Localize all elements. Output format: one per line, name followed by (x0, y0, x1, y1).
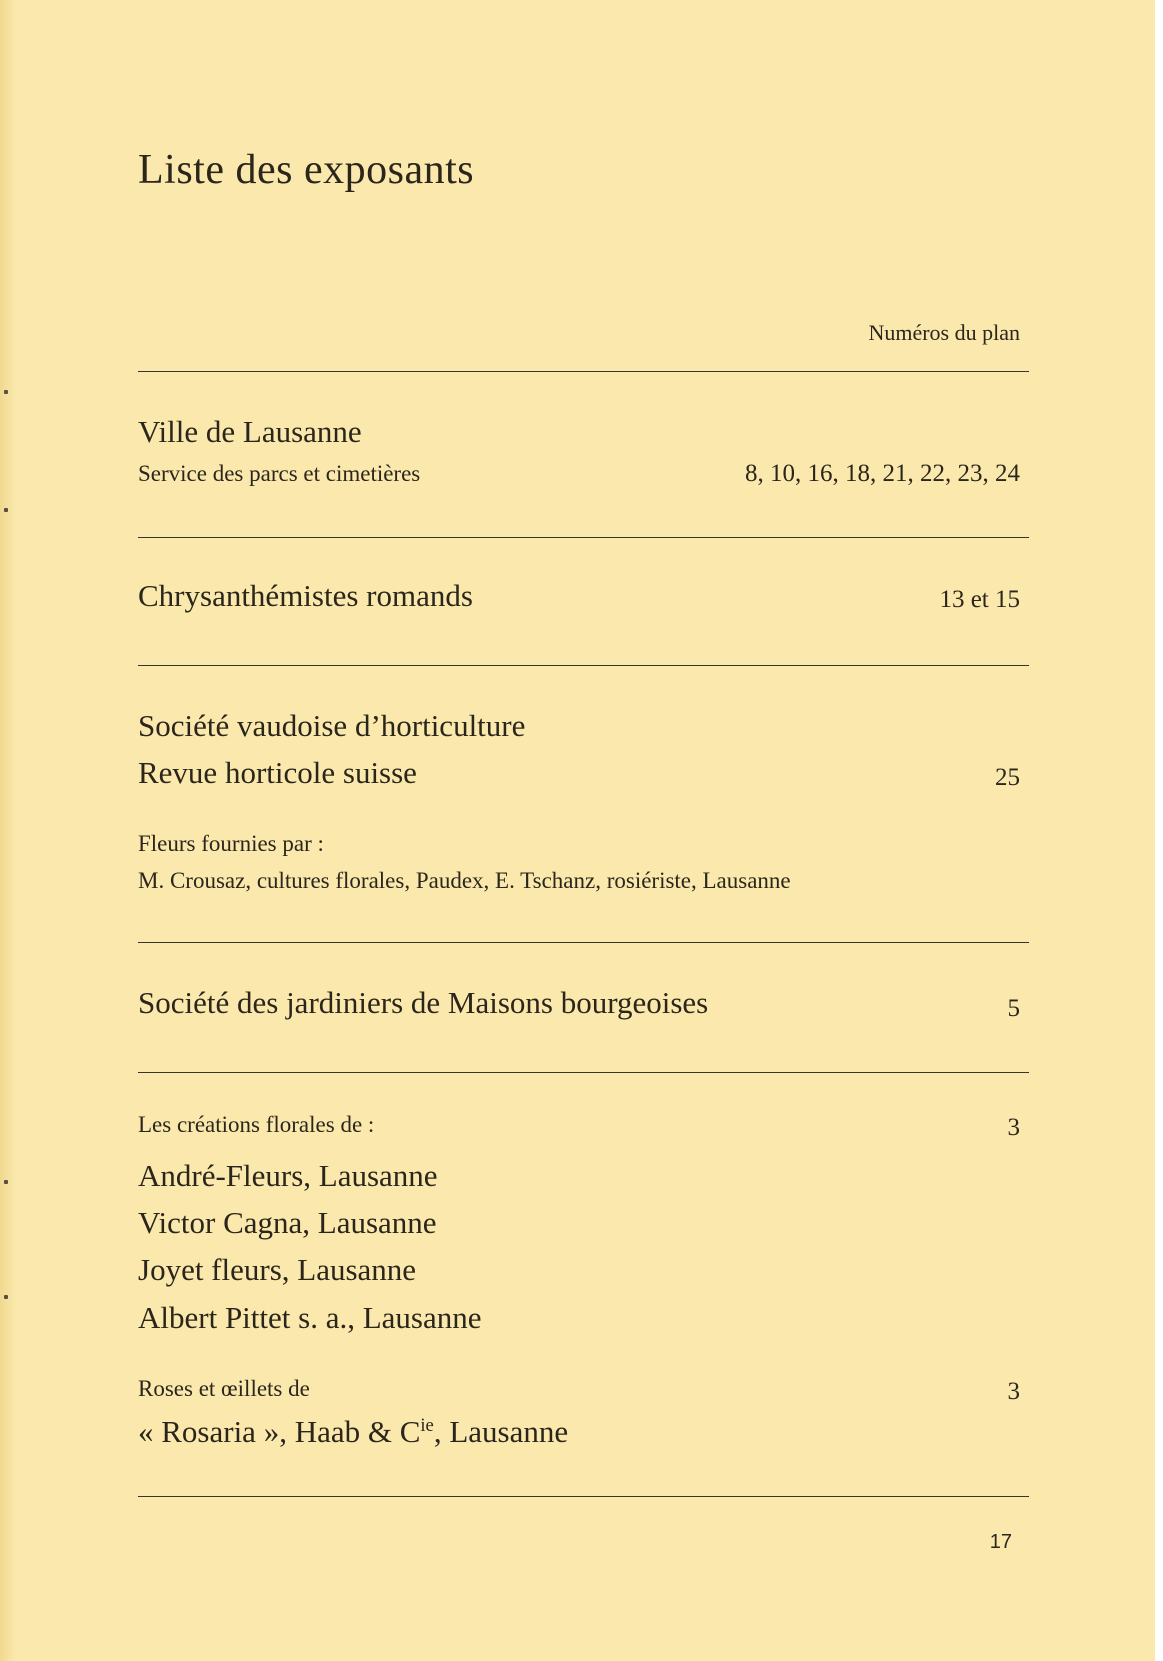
divider (138, 665, 1029, 666)
margin-mark (4, 1295, 8, 1299)
exhibitor-name: Ville de Lausanne (138, 414, 362, 449)
group-label: Les créations florales de : (138, 1112, 375, 1137)
rosaria-name-start: « Rosaria », Haab & C (138, 1414, 421, 1449)
note-text: M. Crousaz, cultures florales, Paudex, E. Tschanz, rosiériste, Lausanne (138, 868, 791, 893)
note-label: Fleurs fournies par : (138, 831, 324, 856)
divider (138, 1072, 1029, 1073)
page-spine-shadow (0, 0, 16, 1661)
exhibitor-name: André-Fleurs, Lausanne (138, 1158, 438, 1193)
divider (138, 1496, 1029, 1497)
plan-numbers: 3 (1007, 1114, 1020, 1141)
plan-numbers: 13 et 15 (939, 586, 1020, 613)
exhibitor-name: Chrysanthémistes romands (138, 578, 473, 613)
page-number: 17 (989, 1531, 1012, 1553)
plan-numbers: 25 (995, 764, 1020, 791)
exhibitor-name: Société des jardiniers de Maisons bourgeoises (138, 985, 709, 1020)
exhibitor-name: Albert Pittet s. a., Lausanne (138, 1300, 482, 1335)
rosaria-name-end: , Lausanne (433, 1414, 569, 1449)
exhibitor-name: Société vaudoise d’horticulture (138, 708, 526, 743)
margin-mark (4, 1180, 8, 1184)
exhibitor-name: Revue horticole suisse (138, 755, 417, 790)
margin-mark (4, 390, 8, 394)
plan-numbers: 3 (1007, 1378, 1020, 1405)
exhibitor-subtitle: Service des parcs et cimetières (138, 461, 421, 486)
exhibitor-name (138, 1414, 568, 1450)
page-title: Liste des exposants (138, 147, 475, 193)
plan-numbers: 5 (1007, 995, 1020, 1022)
divider (138, 942, 1029, 943)
group-label: Roses et œillets de (138, 1376, 310, 1401)
column-header: Numéros du plan (868, 320, 1020, 345)
exhibitor-name: Joyet fleurs, Lausanne (138, 1252, 417, 1287)
superscript-ie: ie (420, 1414, 434, 1436)
divider (138, 537, 1029, 538)
divider (138, 371, 1029, 372)
margin-mark (4, 508, 8, 512)
exhibitor-name: Victor Cagna, Lausanne (138, 1205, 437, 1240)
plan-numbers: 8, 10, 16, 18, 21, 22, 23, 24 (745, 460, 1020, 487)
